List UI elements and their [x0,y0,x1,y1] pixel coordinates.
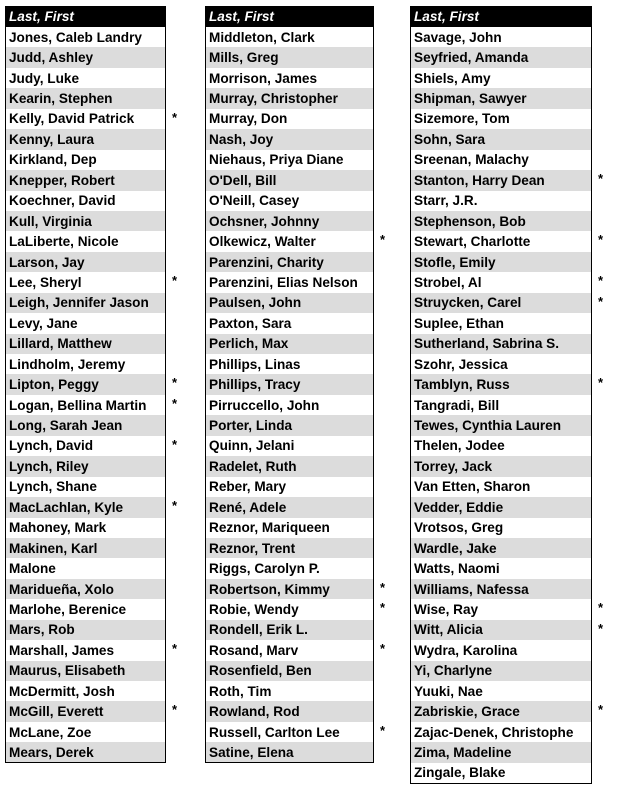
name-cell: Shiels, Amy [411,68,592,88]
name-cell: McGill, Everett [6,701,166,721]
name-cell: Sreenan, Malachy [411,150,592,170]
name-cell: Larson, Jay [6,252,166,272]
table-row [206,518,375,538]
table-row [411,620,593,640]
table-row [411,334,593,354]
table-row [206,170,375,190]
table-row [6,456,167,476]
table-row [6,313,167,333]
table-row [6,47,167,67]
table-row [411,742,593,762]
table-row [6,497,167,517]
name-cell: Shipman, Sawyer [411,88,592,108]
table-row [411,129,593,149]
name-cell: Stephenson, Bob [411,211,592,231]
name-cell: Van Etten, Sharon [411,477,592,497]
name-cell: Jones, Caleb Landry [6,27,166,47]
name-cell: Wardle, Jake [411,538,592,558]
name-cell: Lynch, Shane [6,477,166,497]
name-cell: Mahoney, Mark [6,518,166,538]
name-cell: Stewart, Charlotte [411,231,592,251]
asterisk-mark: * [598,620,604,636]
table-row [411,109,593,129]
table-row [411,170,593,190]
header-row [6,6,167,27]
names-column-1 [5,6,178,763]
table-row [206,109,375,129]
table-row [206,722,375,742]
name-cell: Murray, Christopher [206,88,374,108]
table-row [206,272,375,292]
table-row [206,681,375,701]
name-cell: Niehaus, Priya Diane [206,150,374,170]
table-row [411,313,593,333]
table-row [206,579,375,599]
table-row [206,701,375,721]
table-row [6,579,167,599]
table-row [206,742,375,762]
name-cell: Lee, Sheryl [6,272,166,292]
name-cell: Robertson, Kimmy [206,579,374,599]
name-cell: Starr, J.R. [411,191,592,211]
table-row [206,211,375,231]
name-cell: Maridueña, Xolo [6,579,166,599]
name-cell: Strobel, Al [411,272,592,292]
name-cell: Rowland, Rod [206,701,374,721]
names-column-2 [205,6,386,763]
table-row [6,129,167,149]
name-cell: Zingale, Blake [411,763,592,783]
table-row [411,436,593,456]
name-cell: Radelet, Ruth [206,456,374,476]
name-cell: Leigh, Jennifer Jason [6,293,166,313]
table-row [411,763,593,783]
name-cell: Knepper, Robert [6,170,166,190]
name-cell: Vedder, Eddie [411,497,592,517]
name-cell: Tangradi, Bill [411,395,592,415]
name-cell: Reznor, Trent [206,538,374,558]
table-row [206,599,375,619]
table-row [206,456,375,476]
name-cell: McDermitt, Josh [6,681,166,701]
name-cell: Yuuki, Nae [411,681,592,701]
table-row [411,456,593,476]
name-cell: Torrey, Jack [411,456,592,476]
name-cell: Seyfried, Amanda [411,47,592,67]
names-table [410,6,604,784]
name-cell: Williams, Nafessa [411,579,592,599]
table-row [6,27,167,47]
column-header: Last, First [411,6,592,27]
table-row [206,477,375,497]
table-row [6,661,167,681]
names-table [5,6,178,763]
table-row [6,477,167,497]
name-cell: Sohn, Sara [411,129,592,149]
table-row [411,558,593,578]
table-row [411,272,593,292]
table-row [6,620,167,640]
name-cell: Kelly, David Patrick [6,109,166,129]
asterisk-mark: * [172,498,178,514]
name-cell: Kirkland, Dep [6,150,166,170]
table-row [6,742,167,762]
name-cell: Maurus, Elisabeth [6,661,166,681]
name-cell: Mears, Derek [6,742,166,762]
table-row [6,518,167,538]
table-row [6,436,167,456]
name-cell: Long, Sarah Jean [6,415,166,435]
name-cell: Thelen, Jodee [411,436,592,456]
name-cell: O'Neill, Casey [206,191,374,211]
table-row [6,272,167,292]
asterisk-mark: * [172,375,178,391]
name-cell: Morrison, James [206,68,374,88]
name-cell: Logan, Bellina Martin [6,395,166,415]
asterisk-mark: * [598,232,604,248]
table-row [206,252,375,272]
table-row [411,150,593,170]
name-cell: Malone [6,558,166,578]
name-cell: Levy, Jane [6,313,166,333]
name-cell: Perlich, Max [206,334,374,354]
header-row [206,6,375,27]
table-row [206,88,375,108]
name-cell: Mills, Greg [206,47,374,67]
table-row [411,640,593,660]
name-cell: Zajac-Denek, Christophe [411,722,592,742]
table-row [6,558,167,578]
table-row [206,620,375,640]
asterisk-mark: * [172,109,178,125]
name-cell: Lindholm, Jeremy [6,354,166,374]
name-cell: Lillard, Matthew [6,334,166,354]
asterisk-mark: * [172,641,178,657]
name-cell: Rosand, Marv [206,640,374,660]
name-cell: McLane, Zoe [6,722,166,742]
names-column-3 [410,6,604,784]
table-row [411,477,593,497]
name-cell: Szohr, Jessica [411,354,592,374]
name-cell: Robie, Wendy [206,599,374,619]
asterisk-mark: * [380,641,386,657]
table-row [206,334,375,354]
table-row [6,88,167,108]
table-row [6,334,167,354]
table-row [411,354,593,374]
name-cell: Yi, Charlyne [411,661,592,681]
name-cell: Zabriskie, Grace [411,701,592,721]
name-cell: Phillips, Tracy [206,374,374,394]
table-row [206,27,375,47]
name-cell: Makinen, Karl [6,538,166,558]
name-cell: Struycken, Carel [411,293,592,313]
table-row [206,415,375,435]
name-cell: Stofle, Emily [411,252,592,272]
name-cell: Rondell, Erik L. [206,620,374,640]
table-row [206,558,375,578]
table-row [411,722,593,742]
name-cell: Tewes, Cynthia Lauren [411,415,592,435]
asterisk-mark: * [598,375,604,391]
name-cell: Judd, Ashley [6,47,166,67]
asterisk-mark: * [172,702,178,718]
names-table [205,6,386,763]
name-cell: Sutherland, Sabrina S. [411,334,592,354]
table-row [206,129,375,149]
table-row [411,681,593,701]
table-row [6,538,167,558]
name-cell: Roth, Tim [206,681,374,701]
table-row [6,722,167,742]
name-cell: Watts, Naomi [411,558,592,578]
name-cell: O'Dell, Bill [206,170,374,190]
table-row [411,518,593,538]
table-row [206,47,375,67]
table-row [411,538,593,558]
name-cell: Pirruccello, John [206,395,374,415]
table-row [206,293,375,313]
table-row [6,231,167,251]
asterisk-mark: * [598,293,604,309]
table-row [411,374,593,394]
table-row [411,661,593,681]
name-cell: Riggs, Carolyn P. [206,558,374,578]
table-row [411,701,593,721]
name-cell: Ochsner, Johnny [206,211,374,231]
table-row [411,191,593,211]
name-cell: Reber, Mary [206,477,374,497]
table-row [6,374,167,394]
table-row [6,191,167,211]
name-cell: Sizemore, Tom [411,109,592,129]
name-cell: Witt, Alicia [411,620,592,640]
name-cell: Marlohe, Berenice [6,599,166,619]
table-row [206,374,375,394]
name-cell: Parenzini, Elias Nelson [206,272,374,292]
table-row [411,599,593,619]
table-row [206,313,375,333]
table-row [206,538,375,558]
name-cell: Russell, Carlton Lee [206,722,374,742]
name-cell: Olkewicz, Walter [206,231,374,251]
name-cell: MacLachlan, Kyle [6,497,166,517]
name-cell: Stanton, Harry Dean [411,170,592,190]
name-cell: Murray, Don [206,109,374,129]
name-cell: Mars, Rob [6,620,166,640]
name-cell: Middleton, Clark [206,27,374,47]
table-row [206,191,375,211]
header-row [411,6,593,27]
name-cell: Wise, Ray [411,599,592,619]
name-cell: Vrotsos, Greg [411,518,592,538]
table-row [411,252,593,272]
table-row [6,252,167,272]
name-cell: Porter, Linda [206,415,374,435]
table-row [411,579,593,599]
table-row [6,395,167,415]
table-row [206,68,375,88]
table-row [206,661,375,681]
name-cell: Reznor, Mariqueen [206,518,374,538]
table-row [6,681,167,701]
name-cell: Nash, Joy [206,129,374,149]
table-row [206,150,375,170]
table-row [411,395,593,415]
name-cell: Marshall, James [6,640,166,660]
asterisk-mark: * [380,722,386,738]
name-cell: Phillips, Linas [206,354,374,374]
name-cell: LaLiberte, Nicole [6,231,166,251]
table-row [6,599,167,619]
table-row [411,415,593,435]
name-cell: Kearin, Stephen [6,88,166,108]
table-row [206,354,375,374]
name-cell: Kenny, Laura [6,129,166,149]
name-cell: Zima, Madeline [411,742,592,762]
table-row [6,150,167,170]
table-row [206,395,375,415]
table-row [6,211,167,231]
table-row [411,47,593,67]
name-cell: René, Adele [206,497,374,517]
table-row [6,68,167,88]
name-cell: Koechner, David [6,191,166,211]
asterisk-mark: * [598,702,604,718]
name-cell: Tamblyn, Russ [411,374,592,394]
table-row [6,640,167,660]
name-cell: Wydra, Karolina [411,640,592,660]
table-row [411,88,593,108]
asterisk-mark: * [172,273,178,289]
name-cell: Judy, Luke [6,68,166,88]
asterisk-mark: * [380,232,386,248]
table-row [6,293,167,313]
table-row [206,640,375,660]
table-row [6,109,167,129]
asterisk-mark: * [172,395,178,411]
name-cell: Suplee, Ethan [411,313,592,333]
column-header: Last, First [6,6,166,27]
table-row [411,293,593,313]
name-cell: Kull, Virginia [6,211,166,231]
table-row [6,170,167,190]
name-cell: Lynch, Riley [6,456,166,476]
name-cell: Rosenfield, Ben [206,661,374,681]
table-row [411,211,593,231]
table-row [411,27,593,47]
asterisk-mark: * [598,273,604,289]
table-row [411,231,593,251]
name-cell: Satine, Elena [206,742,374,762]
asterisk-mark: * [598,600,604,616]
name-cell: Savage, John [411,27,592,47]
table-row [6,701,167,721]
name-cell: Paxton, Sara [206,313,374,333]
table-row [6,354,167,374]
name-cell: Parenzini, Charity [206,252,374,272]
table-row [206,231,375,251]
asterisk-mark: * [380,600,386,616]
table-row [206,436,375,456]
asterisk-mark: * [172,436,178,452]
name-cell: Lynch, David [6,436,166,456]
name-cell: Lipton, Peggy [6,374,166,394]
asterisk-mark: * [598,171,604,187]
name-cell: Paulsen, John [206,293,374,313]
column-header: Last, First [206,6,374,27]
table-row [411,68,593,88]
asterisk-mark: * [380,579,386,595]
table-row [411,497,593,517]
table-row [6,415,167,435]
name-cell: Quinn, Jelani [206,436,374,456]
table-row [206,497,375,517]
